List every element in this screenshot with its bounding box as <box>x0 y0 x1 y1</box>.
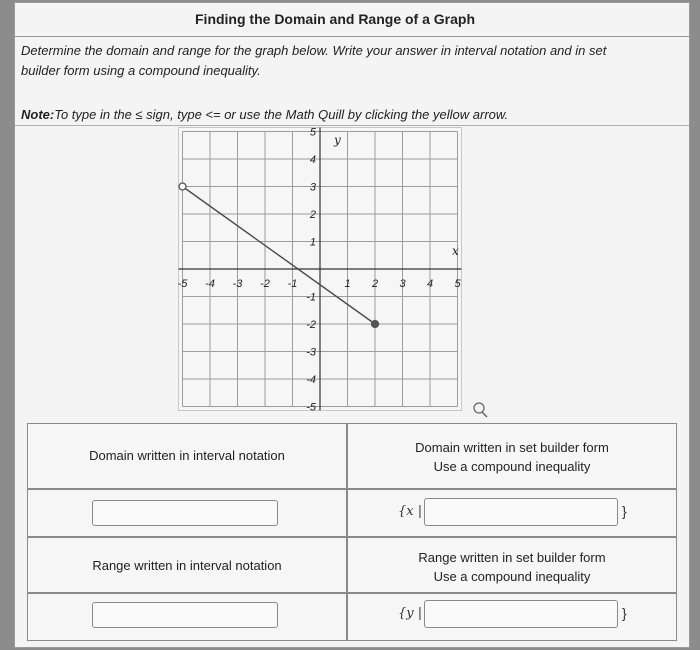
y-tick-label: -1 <box>306 291 316 304</box>
range-interval-label-cell <box>27 537 347 593</box>
range-set-label-line-1: Range written in set builder form <box>418 550 606 565</box>
domain-set-label-line-1: Domain written in set builder form <box>415 440 609 455</box>
x-tick-label: -2 <box>260 278 270 290</box>
range-set-suffix: } <box>622 605 627 621</box>
domain-set-label-cell <box>347 423 677 489</box>
y-tick-label: 3 <box>309 181 316 194</box>
x-tick-label: 3 <box>399 278 406 290</box>
range-set-label <box>348 548 676 586</box>
domain-set-cell <box>347 489 677 537</box>
y-tick-label: -3 <box>306 346 316 359</box>
domain-set-label <box>348 438 676 476</box>
y-tick-label: -2 <box>306 319 316 331</box>
page-title: Finding the Domain and Range of a Graph <box>195 11 476 27</box>
instructions-line-1: Determine the domain and range for the graph below. Write your answer in interval notation and in set <box>21 43 607 58</box>
domain-interval-label-cell <box>27 423 347 489</box>
domain-set-label-line-2: Use a compound inequality <box>433 459 591 474</box>
x-tick-label: 4 <box>426 278 434 290</box>
range-set-label-line-2: Use a compound inequality <box>433 569 591 584</box>
domain-interval-cell <box>27 489 347 537</box>
x-tick-label: -5 <box>177 278 188 290</box>
segment-end-point <box>372 321 379 328</box>
range-set-prefix: {y | <box>398 606 423 621</box>
coordinate-graph <box>15 3 689 423</box>
x-tick-label: 5 <box>454 278 461 290</box>
magnifier-icon[interactable] <box>474 403 487 417</box>
domain-set-suffix: } <box>622 503 627 519</box>
y-axis-label: y <box>334 132 341 147</box>
range-set-cell <box>347 593 677 641</box>
y-tick-label: 1 <box>309 236 316 249</box>
y-tick-label: 4 <box>309 154 316 166</box>
domain-interval-label: Domain written in interval notation <box>89 448 285 463</box>
x-tick-label: -3 <box>232 278 243 290</box>
x-tick-label: -1 <box>287 278 298 290</box>
range-set-input[interactable] <box>424 600 618 628</box>
range-interval-label: Range written in interval notation <box>92 558 282 573</box>
note-text: To type in the ≤ sign, type <= or use the Math Quill by clicking the yellow arrow. <box>54 107 509 122</box>
domain-set-input[interactable] <box>424 498 618 526</box>
y-tick-label: 5 <box>309 126 316 139</box>
note-label: Note: <box>21 107 55 122</box>
domain-set-prefix: {x | <box>398 504 423 519</box>
domain-interval-input[interactable] <box>92 500 278 526</box>
y-tick-label: -4 <box>306 374 316 386</box>
range-interval-input[interactable] <box>92 602 278 628</box>
x-axis-label: x <box>452 244 459 258</box>
problem-panel <box>14 2 690 648</box>
x-tick-label: 1 <box>344 278 351 290</box>
range-interval-cell <box>27 593 347 641</box>
y-tick-label: 2 <box>309 209 316 221</box>
y-tick-label: -5 <box>306 401 316 414</box>
segment-start-point <box>179 183 186 190</box>
x-tick-label: -4 <box>205 278 215 290</box>
x-tick-label: 2 <box>371 278 379 290</box>
range-set-label-cell <box>347 537 677 593</box>
instructions-line-2: builder form using a compound inequality. <box>21 63 261 78</box>
